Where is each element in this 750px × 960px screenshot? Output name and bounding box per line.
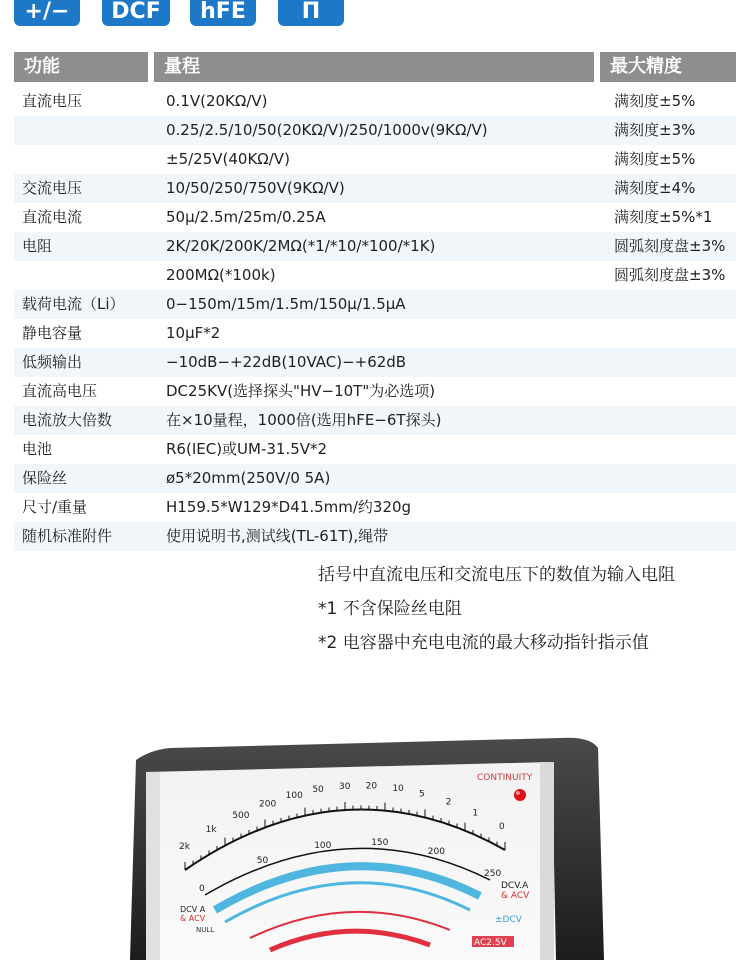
acv-label: & ACV [501,891,530,901]
dc-scale-label: 200 [427,847,445,858]
hfe-label: hFE [200,0,246,24]
table-row [14,203,736,232]
function-cell: 尺寸/重量 [22,498,88,516]
dc-scale-label: 250 [484,869,502,879]
note-fuse-resistance: *1 不含保险丝电阻 [318,599,462,619]
table-row [14,116,736,145]
accuracy-cell: 圆弧刻度盘±3% [614,237,726,255]
range-cell: ±5/25V(40KΩ/V) [166,150,290,168]
table-row [14,406,736,435]
accuracy-cell: 满刻度±3% [614,121,696,139]
range-cell: 0.1V(20KΩ/V) [166,92,268,110]
continuity-label: CONTINUITY [477,773,533,783]
dcva-label: DCV.A [501,881,529,891]
note-capacitor-current: *2 电容器中充电电流的最大移动指针指示值 [318,633,649,653]
accuracy-cell: 满刻度±5% [614,150,696,168]
range-cell: ø5*20mm(250V/0 5A) [166,469,331,487]
table-row [14,348,736,377]
ohm-scale-label: 30 [339,782,351,792]
null-label: NULL [196,926,215,934]
dc-scale-label: 100 [314,840,332,851]
function-cell: 低频输出 [22,353,83,371]
range-cell: 10μF*2 [166,324,221,342]
pm-dcv-label: ±DCV [495,915,522,925]
svg-text:& ACV: & ACV [180,914,206,923]
table-row [14,290,736,319]
range-cell: 使用说明书,测试线(TL-61T),绳带 [166,527,389,545]
ohm-scale-label: 1k [205,825,217,836]
table-row [14,232,736,261]
dcf-button[interactable] [102,0,170,26]
header-function: 功能 [14,52,148,82]
function-cell: 交流电压 [22,179,83,197]
hfe-button[interactable] [190,0,256,26]
range-cell: 0−150m/15m/1.5m/150μ/1.5μA [166,295,406,313]
range-cell: 2K/20K/200K/2MΩ(*1/*10/*100/*1K) [166,237,436,255]
table-row [14,464,736,493]
header-accuracy: 最大精度 [600,52,736,82]
ohm-scale-label: 20 [365,781,378,792]
function-cell: 直流电压 [22,92,83,110]
multimeter-photo [0,700,750,960]
dcf-label: DCF [111,0,161,24]
ohm-scale-label: 2 [445,797,452,808]
continuity-led [514,789,526,801]
table-row [14,174,736,203]
accuracy-cell: 满刻度±5% [614,92,696,110]
plus-minus-button[interactable] [14,0,80,26]
range-cell: −10dB−+22dB(10VAC)−+62dB [166,353,407,371]
table-row [14,145,736,174]
header-range: 量程 [154,52,594,82]
dc-scale-label: 150 [371,837,389,848]
ohm-scale-label: 50 [312,785,324,796]
ohm-scale-label: 0 [499,822,505,832]
function-cell: 随机标准附件 [22,527,113,545]
range-cell: H159.5*W129*D41.5mm/约320g [166,498,412,516]
ohm-scale-label: 200 [259,799,277,810]
table-row [14,319,736,348]
table-row [14,493,736,522]
ac25-label: AC2.5V [474,938,507,948]
range-cell: 50μ/2.5m/25m/0.25A [166,208,326,226]
function-cell: 电流放大倍数 [22,411,113,429]
table-row [14,435,736,464]
note-input-resistance: 括号中直流电压和交流电压下的数值为输入电阻 [318,565,675,585]
function-cell: 直流高电压 [22,382,98,400]
function-cell: 电阻 [22,237,53,255]
svg-text:DCV A: DCV A [180,905,206,914]
function-cell: 直流电流 [22,208,83,226]
table-row [14,87,736,116]
accuracy-cell: 满刻度±5%*1 [614,208,713,226]
accuracy-cell: 圆弧刻度盘±3% [614,266,726,284]
ohm-scale-label: 1 [472,808,479,819]
table-row [14,261,736,290]
table-row [14,377,736,406]
pi-button[interactable] [278,0,344,26]
plus-minus-label: +/− [24,0,70,24]
ohm-scale-label: 2k [179,842,190,852]
range-cell: R6(IEC)或UM-31.5V*2 [166,440,328,458]
function-cell: 电池 [22,440,53,458]
ohm-scale-label: 10 [392,784,404,795]
ohm-scale-label: 500 [232,810,250,821]
range-cell: 0.25/2.5/10/50(20KΩ/V)/250/1000v(9KΩ/V) [166,121,488,139]
range-cell: 在×10量程，1000倍(选用hFE−6T探头) [166,411,442,429]
range-cell: 10/50/250/750V(9KΩ/V) [166,179,345,197]
dc-scale-label: 0 [199,884,205,894]
ohm-scale-label: 100 [285,790,303,801]
ohm-scale-label: 5 [419,789,425,800]
accuracy-cell: 满刻度±4% [614,179,696,197]
function-cell: 保险丝 [22,469,68,487]
function-cell: 载荷电流（Li） [22,295,125,313]
function-cell: 静电容量 [22,324,83,342]
range-cell: 200MΩ(*100k) [166,266,276,284]
dc-scale-label: 50 [256,856,269,867]
range-cell: DC25KV(选择探头"HV−10T"为必选项) [166,382,436,400]
table-row [14,522,736,551]
pi-label: П [301,0,321,24]
